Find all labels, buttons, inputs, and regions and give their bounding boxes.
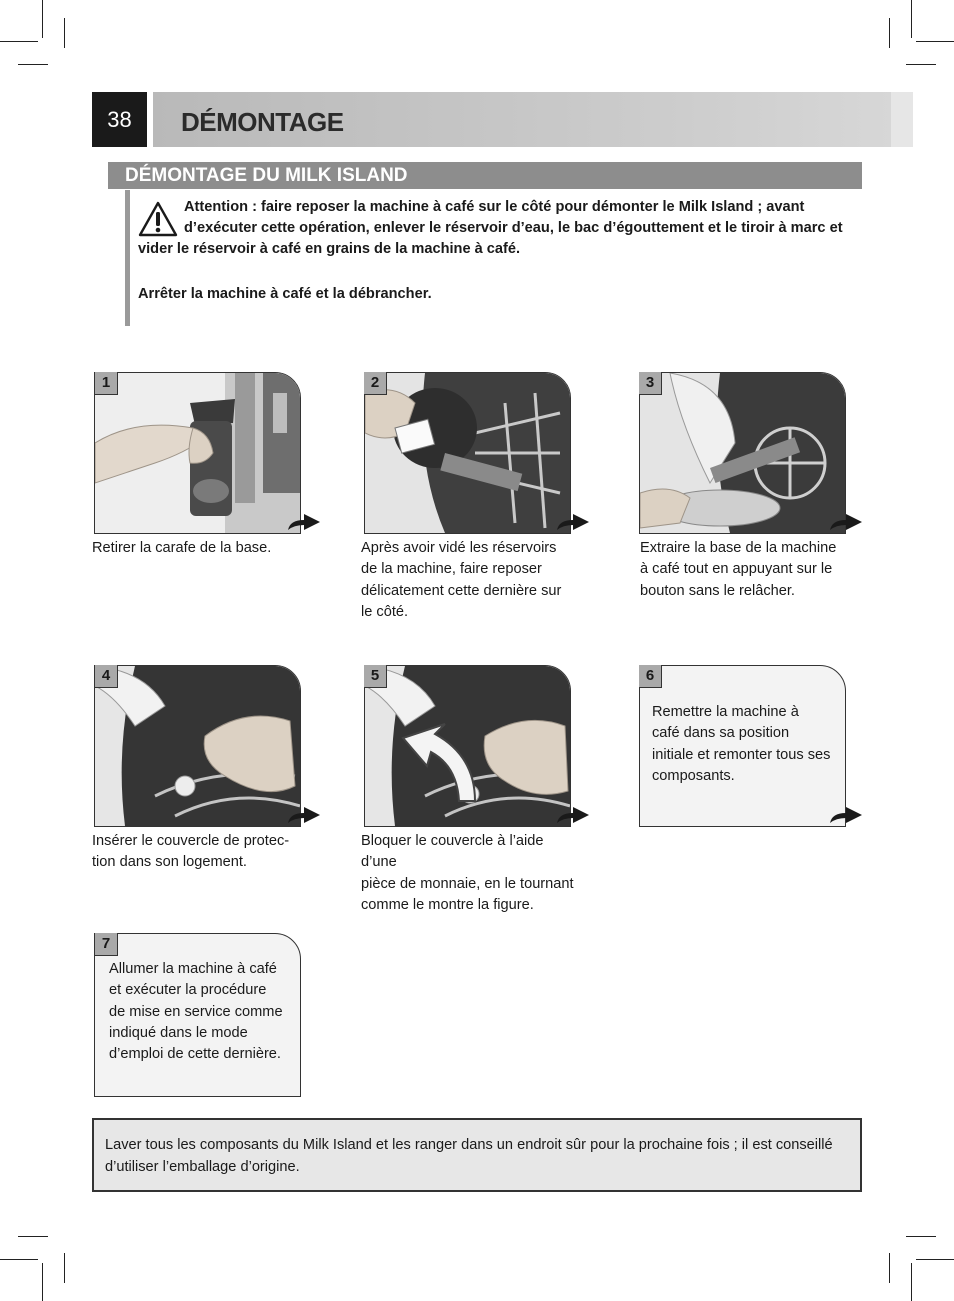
page-number: 38 <box>92 92 147 147</box>
step-7-text: Allumer la machine à café et exécuter la procédure de mise en service comme indiqué dans le mode d’emploi de cette dernière. <box>109 961 283 1063</box>
step-5-caption: Bloquer le couvercle à l’aide d’une pièce de monnaie, en le tournant comme le montre la figure. <box>361 833 574 913</box>
warning-unplug: Arrêter la machine à café et la débrancher. <box>138 286 432 302</box>
step-6-text: Remettre la machine à café dans sa position initiale et remonter tous ses composants. <box>652 704 831 784</box>
step-3-photo <box>639 372 846 534</box>
crop-mark <box>916 41 954 42</box>
step-number-badge: 3 <box>639 372 662 395</box>
step-3-caption: Extraire la base de la machine à café tout en appuyant sur le bouton sans le relâcher. <box>640 540 837 599</box>
warning-line-1: Attention : faire reposer la machine à café sur le côté pour démonter le Milk Island ; avant <box>184 199 805 215</box>
warning-line-2: d’exécuter cette opération, enlever le réservoir d’eau, le bac d’égouttement et le tiroir à marc et <box>184 220 843 236</box>
warning-text <box>138 197 850 260</box>
machine-on-side-illustration <box>365 373 570 533</box>
warning-line-3: vider le réservoir à café en grains de la machine à café. <box>138 241 521 257</box>
crop-mark <box>18 1236 48 1237</box>
storage-note-text: Laver tous les composants du Milk Island et les ranger dans un endroit sûr pour la prochaine fois ; il est conseillé d’utiliser l’emballage d’origine. <box>105 1137 833 1175</box>
step-number-badge: 2 <box>364 372 387 395</box>
crop-mark <box>42 1263 43 1301</box>
crop-mark <box>906 1236 936 1237</box>
crop-mark <box>0 1259 38 1260</box>
page-title: DÉMONTAGE <box>181 107 344 137</box>
step-number-badge: 1 <box>95 372 118 395</box>
crop-mark <box>911 0 912 38</box>
crop-mark <box>889 18 890 48</box>
crop-mark <box>889 1253 890 1283</box>
crop-mark <box>911 1263 912 1301</box>
base-extraction-illustration <box>640 373 845 533</box>
step-4-photo <box>94 665 301 827</box>
step-2-caption: Après avoir vidé les réservoirs de la machine, faire reposer délicatement cette dernière sur le côté. <box>361 540 562 620</box>
title-bar-endcap <box>891 92 913 147</box>
step-number-badge: 4 <box>95 665 118 688</box>
crop-mark <box>64 1253 65 1283</box>
insert-cover-illustration <box>95 666 300 826</box>
title-bar <box>153 92 913 147</box>
step-number-badge: 6 <box>639 665 662 688</box>
storage-note-box <box>92 1118 862 1192</box>
crop-mark <box>916 1259 954 1260</box>
crop-mark <box>0 41 38 42</box>
step-number-badge: 7 <box>95 933 118 956</box>
crop-mark <box>906 64 936 65</box>
step-1-caption: Retirer la carafe de la base. <box>92 540 272 556</box>
crop-mark <box>42 0 43 38</box>
section-header <box>108 162 862 189</box>
step-number-badge: 5 <box>364 665 387 688</box>
step-2-photo <box>364 372 571 534</box>
next-step-arrow-icon <box>555 803 591 825</box>
lock-cover-with-coin-illustration <box>365 666 570 826</box>
carafe-removal-illustration <box>95 373 300 533</box>
crop-mark <box>18 64 48 65</box>
step-1-photo <box>94 372 301 534</box>
next-step-arrow-icon <box>555 510 591 532</box>
next-step-arrow-icon <box>286 803 322 825</box>
next-step-arrow-icon <box>286 510 322 532</box>
warning-side-bar <box>125 190 130 326</box>
step-4-caption: Insérer le couvercle de protec- tion dans son logement. <box>92 833 290 871</box>
section-title: DÉMONTAGE DU MILK ISLAND <box>125 165 408 186</box>
step-5-photo <box>364 665 571 827</box>
next-step-arrow-icon <box>828 803 864 825</box>
crop-mark <box>64 18 65 48</box>
next-step-arrow-icon <box>828 510 864 532</box>
